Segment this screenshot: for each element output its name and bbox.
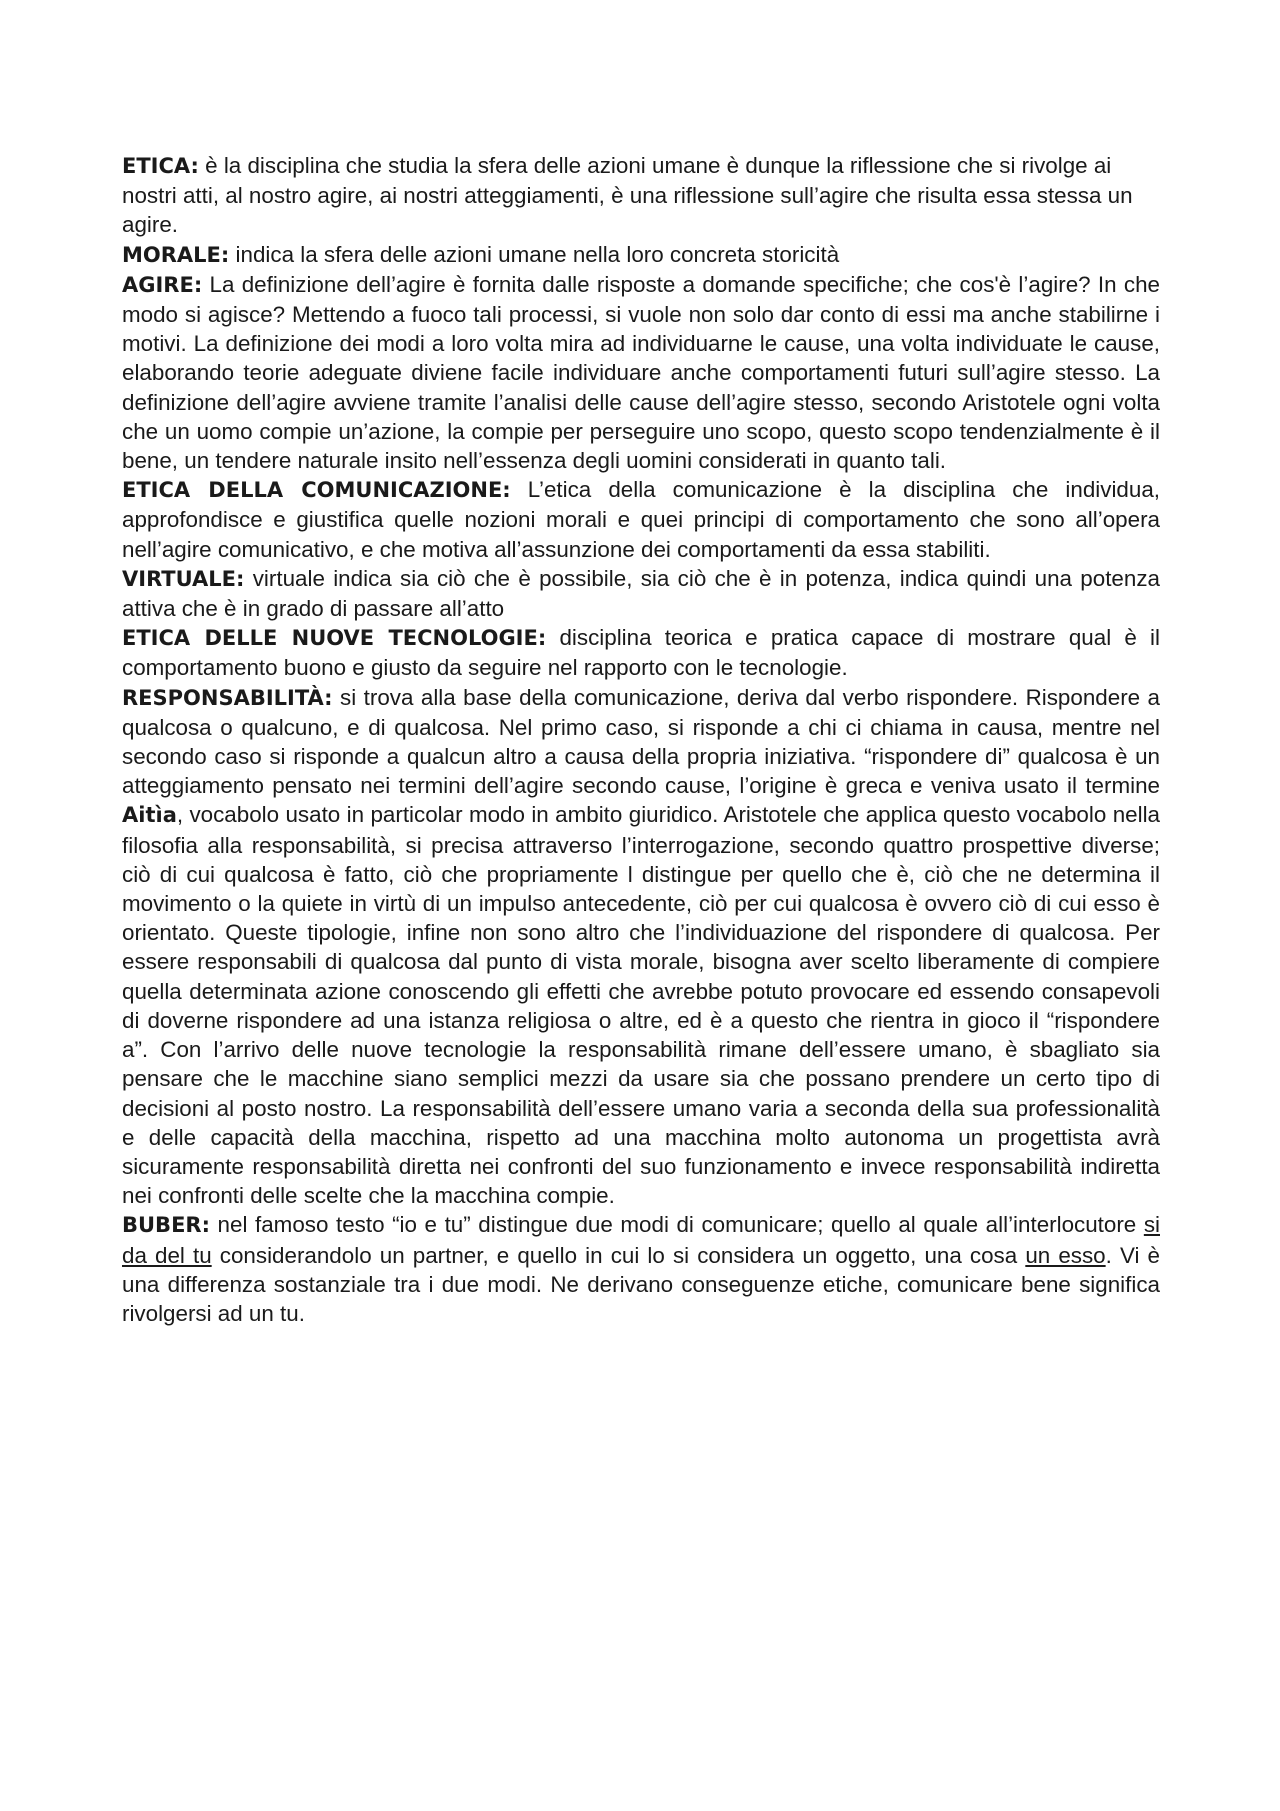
- term-morale: MORALE:: [122, 242, 230, 267]
- entry-etica: [122, 151, 1160, 240]
- underlined-si-da-del-tu: si da del tu: [122, 1212, 1160, 1268]
- entry-etica-nuove-tecnologie: [122, 623, 1160, 682]
- entry-buber: [122, 1210, 1160, 1328]
- term-responsabilita: RESPONSABILITÀ:: [122, 685, 333, 710]
- definition-buber-part-1: nel famoso testo “io e tu” distingue due modi di comunicare; quello al quale all’interlocutore: [209, 1212, 1144, 1238]
- definition-buber-part-2: considerandolo un partner, e quello in cui lo si considera un oggetto, una cosa: [211, 1242, 1026, 1268]
- term-etica-nuove-tecnologie: ETICA DELLE NUOVE TECNOLOGIE:: [122, 626, 547, 651]
- term-etica: ETICA:: [122, 154, 199, 178]
- document-body: [122, 151, 1160, 1328]
- definition-etica-della-comunicazione: L’etica della comunicazione è la disciplina che individua, approfondisce e giustifica quelle nozioni morali e quei principi di comportamento che sono all’opera nell’agire comunicativo, e che motiva all’assunzione dei comportamenti da essa stabiliti.: [122, 477, 1160, 562]
- term-buber: BUBER:: [122, 1213, 210, 1238]
- definition-agire: La definizione dell’agire è fornita dalle risposte a domande specifiche; che cos'è l’agire? In che modo si agisce? Mettendo a fuoco tali processi, si vuole non solo dar conto di essi ma anche stabilirne i motivi. La definizione dei modi a loro volta mira ad individuarne le cause, una volta individuate le cause, elaborando teorie adeguate diviene facile individuare anche comportamenti futuri sull’agire stesso. La definizione dell’agire avviene tramite l’analisi delle cause dell’agire stesso, secondo Aristotele ogni volta che un uomo compie un’azione, la compie per perseguire uno scopo, questo scopo tendenzialmente è il bene, un tendere naturale insito nell’essenza degli uomini considerati in quanto tali.: [122, 271, 1160, 474]
- entry-agire: [122, 270, 1160, 475]
- definition-etica-nuove-tecnologie: disciplina teorica e pratica capace di mostrare qual è il comportamento buono e giusto da seguire nel rapporto con le tecnologie.: [122, 625, 1160, 681]
- definition-morale: indica la sfera delle azioni umane nella loro concreta storicità: [229, 241, 840, 267]
- entry-etica-della-comunicazione: [122, 475, 1160, 564]
- term-agire: AGIRE:: [122, 272, 203, 297]
- underlined-un-esso: un esso: [1025, 1242, 1106, 1268]
- entry-morale: [122, 240, 1160, 270]
- term-etica-della-comunicazione: ETICA DELLA COMUNICAZIONE:: [122, 478, 511, 503]
- definition-etica: è la disciplina che studia la sfera delle azioni umane è dunque la riflessione che si rivolge ai nostri atti, al nostro agire, ai nostri atteggiamenti, è una riflessione sull’agire che risulta essa stessa un agire.: [122, 153, 1133, 238]
- definition-responsabilita-part-1: si trova alla base della comunicazione, deriva dal verbo rispondere. Rispondere a qualcosa o qualcuno, e di qualcosa. Nel primo caso, si risponde a chi ci chiama in causa, mentre nel secondo caso si risponde a qualcun altro a causa della propria iniziativa. “rispondere di” qualcosa è un atteggiamento pensato nei termini dell’agire secondo cause, l’origine è greca e veniva usato il termine: [122, 684, 1160, 799]
- definition-virtuale: virtuale indica sia ciò che è possibile, sia ciò che è in potenza, indica quindi una potenza attiva che è in grado di passare all’atto: [122, 565, 1160, 622]
- entry-responsabilita: [122, 683, 1160, 1211]
- term-aitia: Aitìa: [122, 803, 177, 828]
- entry-virtuale: [122, 564, 1160, 623]
- term-virtuale: VIRTUALE:: [122, 566, 245, 591]
- definition-responsabilita-part-2: , vocabolo usato in particolar modo in ambito giuridico. Aristotele che applica questo vocabolo nella filosofia alla responsabilità, si precisa attraverso l’interrogazione, secondo quattro prospettive diverse; ciò di cui qualcosa è fatto, ciò che propriamente l distingue per quello che è, ciò che ne determina il movimento o la quiete in virtù di un impulso antecedente, ciò per cui qualcosa è ovvero ciò di cui esso è orientato. Queste tipologie, infine non sono altro che l’individuazione del rispondere di qualcosa. Per essere responsabili di qualcosa dal punto di vista morale, bisogna aver scelto liberamente di compiere quella determinata azione conoscendo gli effetti che avrebbe potuto provocare ed essendo consapevoli di doverne rispondere ad una istanza religiosa o altre, ed è a questo che rientra in gioco il “rispondere a”. Con l’arrivo delle nuove tecnologie la responsabilità rimane dell’essere umano, è sbagliato sia pensare che le macchine siano semplici mezzi da usare sia che possano prendere un certo tipo di decisioni al posto nostro. La responsabilità dell’essere umano varia a seconda della sua professionalità e delle capacità della macchina, rispetto ad una macchina molto autonoma un progettista avrà sicuramente responsabilità diretta nei confronti del suo funzionamento e invece responsabilità indiretta nei confronti delle scelte che la macchina compie.: [122, 802, 1160, 1209]
- definition-buber-part-3: . Vi è una differenza sostanziale tra i due modi. Ne derivano conseguenze etiche, comunicare bene significa rivolgersi ad un tu.: [122, 1242, 1161, 1326]
